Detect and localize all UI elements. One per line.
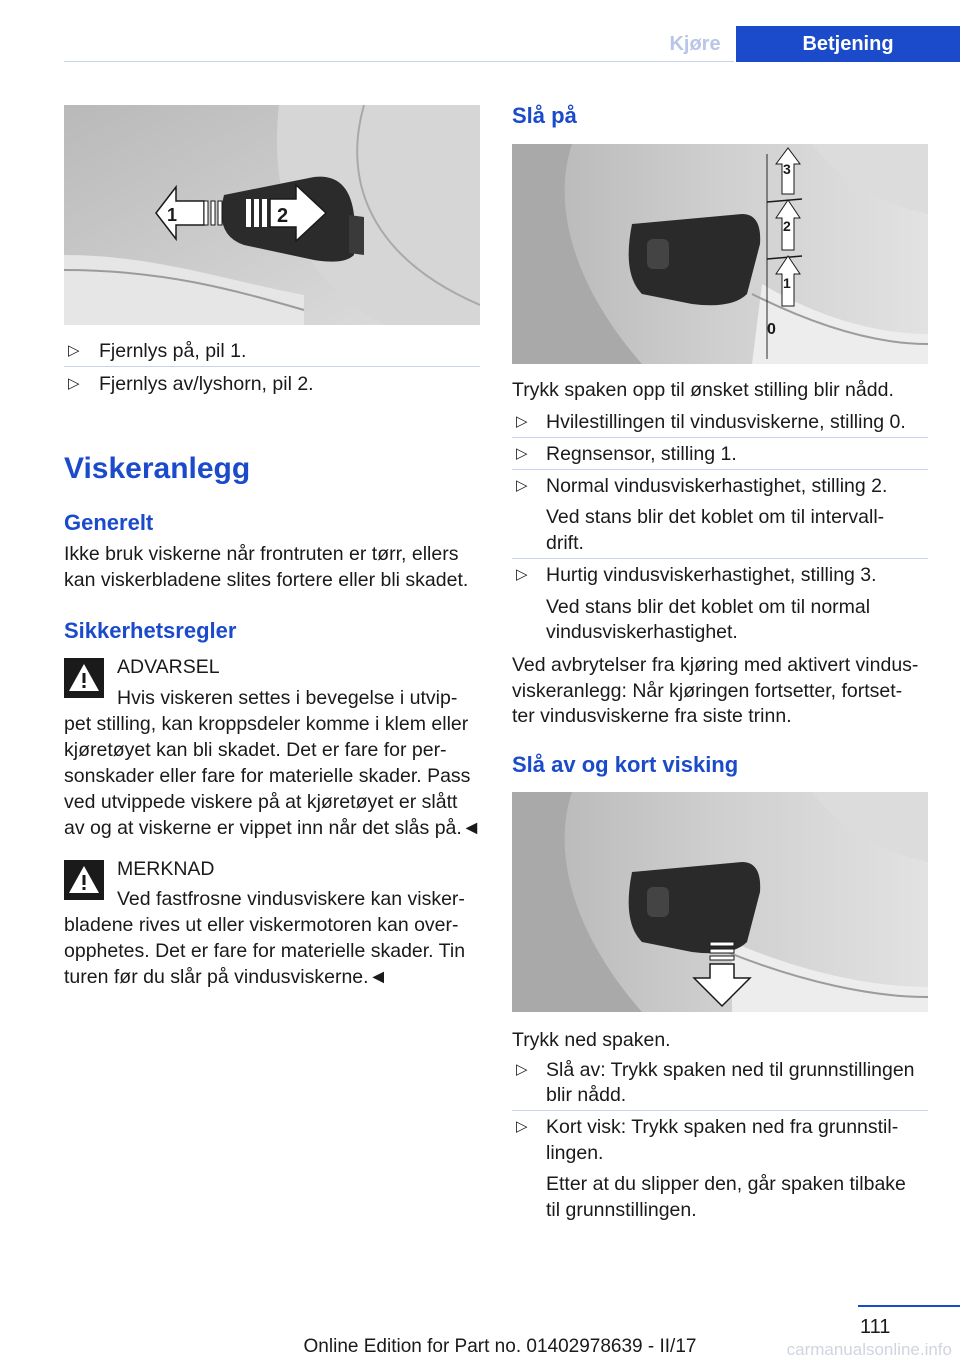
position-2-label: 2: [783, 218, 791, 234]
bullet-position-3-note: vindusviskerhastighet.: [546, 621, 738, 643]
heading-generelt: Generelt: [64, 510, 154, 535]
interruption-para: ter vindusviskerne fra siste trinn.: [512, 705, 792, 727]
bullet-short-wipe-note: Etter at du slipper den, går spaken tilbake: [546, 1173, 906, 1195]
bullet-divider: [512, 437, 928, 438]
tab-betjening[interactable]: Betjening: [736, 26, 960, 62]
bullet-marker: ▷: [68, 375, 80, 392]
position-1-label: 1: [783, 275, 791, 291]
bullet-short-wipe: lingen.: [546, 1142, 604, 1164]
bullet-position-1: Regnsensor, stilling 1.: [546, 443, 737, 465]
watermark: carmanualsonline.info: [786, 1340, 952, 1359]
advarsel-line: Hvis viskeren settes i bevegelse i utvip-: [117, 687, 458, 709]
sla-av-intro: Trykk ned spaken.: [512, 1029, 671, 1051]
header-divider: [64, 61, 734, 62]
bullet-high-beam-off: Fjernlys av/lyshorn, pil 2.: [99, 373, 314, 395]
warning-icon: [64, 658, 104, 698]
bullet-divider: [512, 1110, 928, 1111]
merknad-line: bladene rives ut eller viskermotoren kan over-: [64, 914, 459, 936]
high-beam-stalk-figure: [64, 105, 480, 325]
bullet-short-wipe: Kort visk: Trykk spaken ned fra grunnstil-: [546, 1116, 899, 1138]
generelt-line: kan viskerbladene slites fortere eller bli skadet.: [64, 569, 469, 591]
advarsel-line: sonskader eller fare for materielle skader. Pass: [64, 765, 471, 787]
interruption-para: viskeranlegg: Når kjøringen fortsetter, fortset-: [512, 680, 903, 702]
generelt-line: Ikke bruk viskerne når frontruten er tørr, ellers: [64, 543, 459, 565]
bullet-marker: ▷: [516, 445, 528, 462]
merknad-line: Ved fastfrosne vindusviskere kan visker-: [117, 888, 465, 910]
bullet-position-2-note: Ved stans blir det koblet om til intervall-: [546, 506, 885, 528]
bullet-divider: [512, 469, 928, 470]
position-0-label: 0: [767, 321, 776, 338]
advarsel-line: pet stilling, kan kroppsdeler komme i klem eller: [64, 713, 469, 735]
merknad-line: opphetes. Det er fare for materielle skader. Tin: [64, 940, 466, 962]
wiper-stalk-up-figure: [512, 144, 928, 364]
arrow-2-label: 2: [277, 205, 289, 227]
tab-kjore[interactable]: Kjøre: [669, 33, 721, 55]
warning-icon: [64, 860, 104, 900]
bullet-marker: ▷: [516, 413, 528, 430]
page-number-rule: [858, 1305, 960, 1307]
page-number: 111: [860, 1316, 891, 1338]
bullet-position-2-note: drift.: [546, 532, 584, 554]
advarsel-line: ved utvippede viskere på at kjøretøyet er slått: [64, 791, 458, 813]
bullet-position-0: Hvilestillingen til vindusviskerne, stilling 0.: [546, 411, 906, 433]
bullet-position-2: Normal vindusviskerhastighet, stilling 2.: [546, 475, 888, 497]
advarsel-line: kjøretøyet kan bli skadet. Det er fare for per-: [64, 739, 447, 761]
bullet-marker: ▷: [516, 1118, 528, 1135]
arrow-1-label: 1: [167, 205, 178, 225]
heading-sikkerhetsregler: Sikkerhetsregler: [64, 618, 237, 643]
bullet-switch-off: Slå av: Trykk spaken ned til grunnstillingen: [546, 1059, 915, 1081]
bullet-switch-off: blir nådd.: [546, 1084, 627, 1106]
bullet-high-beam-on: Fjernlys på, pil 1.: [99, 340, 247, 362]
interruption-para: Ved avbrytelser fra kjøring med aktivert vindus-: [512, 654, 919, 676]
position-3-label: 3: [783, 161, 791, 177]
edition-footer: Online Edition for Part no. 01402978639 - II/17: [303, 1336, 697, 1357]
heading-sla-av: Slå av og kort visking: [512, 752, 739, 777]
merknad-title: MERKNAD: [117, 858, 215, 880]
merknad-line: turen før du slår på vindusviskerne.◄: [64, 966, 388, 988]
bullet-divider: [512, 558, 928, 559]
heading-viskeranlegg: Viskeranlegg: [64, 452, 251, 485]
bullet-marker: ▷: [516, 477, 528, 494]
bullet-short-wipe-note: til grunnstillingen.: [546, 1199, 697, 1221]
advarsel-title: ADVARSEL: [117, 656, 220, 678]
sla-pa-intro: Trykk spaken opp til ønsket stilling blir nådd.: [512, 379, 894, 401]
bullet-position-3-note: Ved stans blir det koblet om til normal: [546, 596, 871, 618]
bullet-position-3: Hurtig vindusviskerhastighet, stilling 3.: [546, 564, 877, 586]
advarsel-line: av og at viskerne er vippet inn når det slås på.◄: [64, 817, 482, 839]
bullet-marker: ▷: [516, 1061, 528, 1078]
bullet-marker: ▷: [68, 342, 80, 359]
bullet-divider: [64, 366, 480, 367]
heading-sla-pa: Slå på: [512, 103, 577, 128]
wiper-stalk-down-figure: [512, 792, 928, 1012]
bullet-marker: ▷: [516, 566, 528, 583]
